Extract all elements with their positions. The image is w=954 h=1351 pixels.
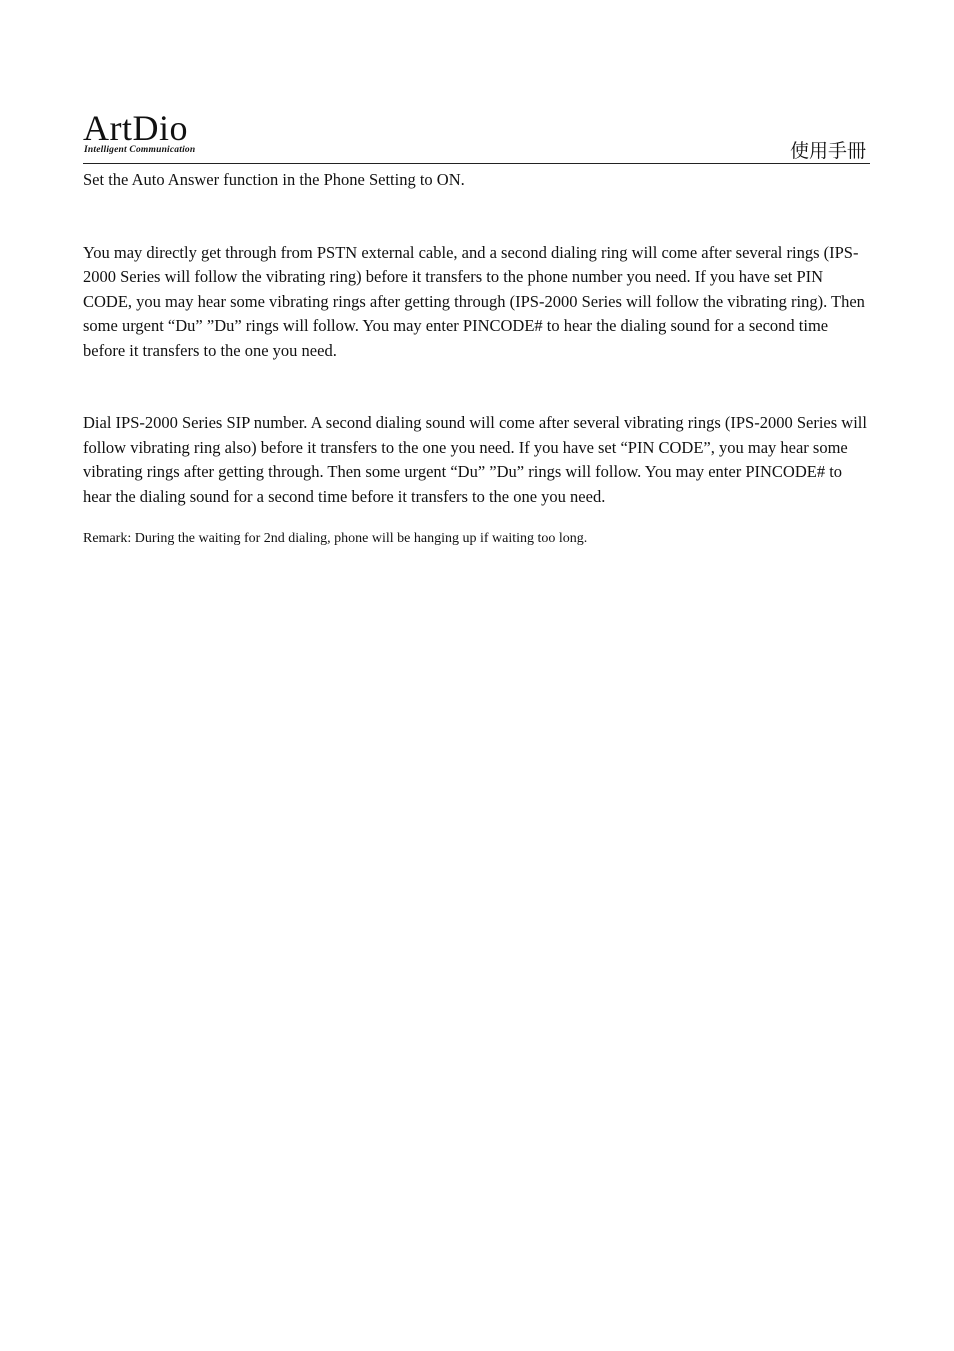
logo-wordmark: ArtDio	[83, 108, 188, 148]
manual-title: 使用手冊	[789, 140, 866, 162]
remark-note: Remark: During the waiting for 2nd dialing, phone will be hanging up if waiting too long.	[83, 531, 588, 546]
paragraph-auto-answer: Set the Auto Answer function in the Phone Setting to ON.	[83, 170, 465, 189]
paragraph-pstn-dialing: You may directly get through from PSTN external cable, and a second dialing ring will come after several rings (IPS-2000 Series will follow the vibrating ring) before it transfers to the phone number you need. If you have set PIN CODE, you may hear some vibrating rings after getting through (IPS-2000 Series will follow the vibrating ring). Then some urgent “Du” ”Du” rings will follow. You may enter PINCODE# to hear the dialing sound for a second time before it transfers to the one you need.	[83, 242, 865, 360]
page-content	[83, 164, 873, 549]
artdio-logo	[83, 108, 223, 158]
paragraph-sip-dialing: Dial IPS-2000 Series SIP number. A second dialing sound will come after several vibrating rings (IPS-2000 Series will follow vibrating ring also) before it transfers to the one you need. If you have set “PIN CODE”, you may hear some vibrating rings after getting through. Then some urgent “Du” ”Du” rings will follow. You may enter PINCODE# to hear the dialing sound for a second time before it transfers to the one you need.	[83, 413, 867, 506]
logo-tagline: Intelligent Communication	[84, 145, 196, 155]
page-header	[83, 108, 870, 164]
